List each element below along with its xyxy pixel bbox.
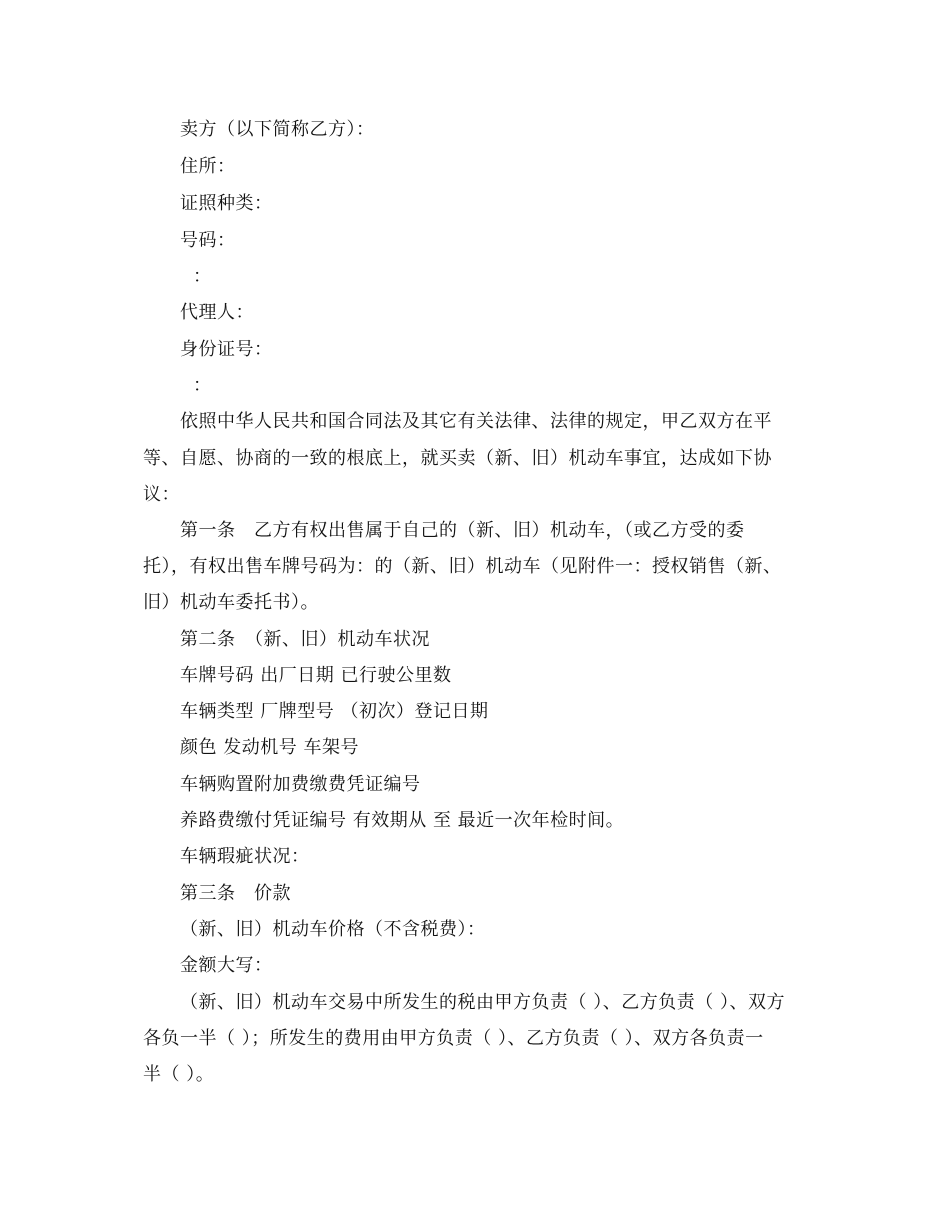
seller-heading: 卖方（以下简称乙方）：	[180, 119, 375, 140]
number-label: 号码：	[180, 230, 236, 251]
id-type-label: 证照种类：	[180, 193, 273, 214]
amount-label: 金额大写：	[180, 955, 273, 976]
id-number-label: 身份证号：	[180, 339, 273, 360]
price-label: （新、旧）机动车价格（不含税费）：	[180, 919, 486, 940]
vehicle-info-line: 车辆类型 厂牌型号 （初次）登记日期	[180, 701, 489, 722]
article1-line: 旧）机动车委托书）。	[143, 592, 319, 613]
preamble-line: 依照中华人民共和国合同法及其它有关法律、法律的规定，甲乙双方在平	[180, 411, 772, 432]
address-label: 住所：	[180, 156, 236, 177]
vehicle-info-line: 车辆瑕疵状况：	[180, 846, 310, 867]
article3-title: 第三条 价款	[180, 883, 291, 904]
agent-label: 代理人：	[180, 302, 254, 323]
article2-title: 第二条 （新、旧）机动车状况	[180, 629, 430, 650]
vehicle-info-line: 养路费缴付凭证编号 有效期从 至 最近一次年检时间。	[180, 810, 625, 831]
tax-clause-line: 各负一半（ ）；所发生的费用由甲方负责（ ）、乙方负责（ ）、双方各负责一	[143, 1028, 764, 1049]
blank-colon: ：	[193, 266, 212, 287]
article1-line: 托），有权出售车牌号码为：的（新、旧）机动车（见附件一：授权销售（新、	[143, 556, 782, 577]
tax-clause-line: 半（ ）。	[143, 1064, 215, 1085]
preamble-line: 议：	[143, 484, 180, 505]
vehicle-info-line: 车牌号码 出厂日期 已行驶公里数	[180, 665, 452, 686]
blank-colon: ：	[193, 375, 212, 396]
article1-line: 第一条 乙方有权出售属于自己的（新、旧）机动车，（或乙方受的委	[180, 520, 745, 541]
vehicle-info-line: 车辆购置附加费缴费凭证编号	[180, 774, 421, 795]
tax-clause-line: （新、旧）机动车交易中所发生的税由甲方负责（ ）、乙方负责（ ）、双方	[180, 992, 785, 1013]
vehicle-info-line: 颜色 发动机号 车架号	[180, 737, 359, 758]
preamble-line: 等、自愿、协商的一致的根底上，就买卖（新、旧）机动车事宜，达成如下协	[143, 448, 772, 469]
